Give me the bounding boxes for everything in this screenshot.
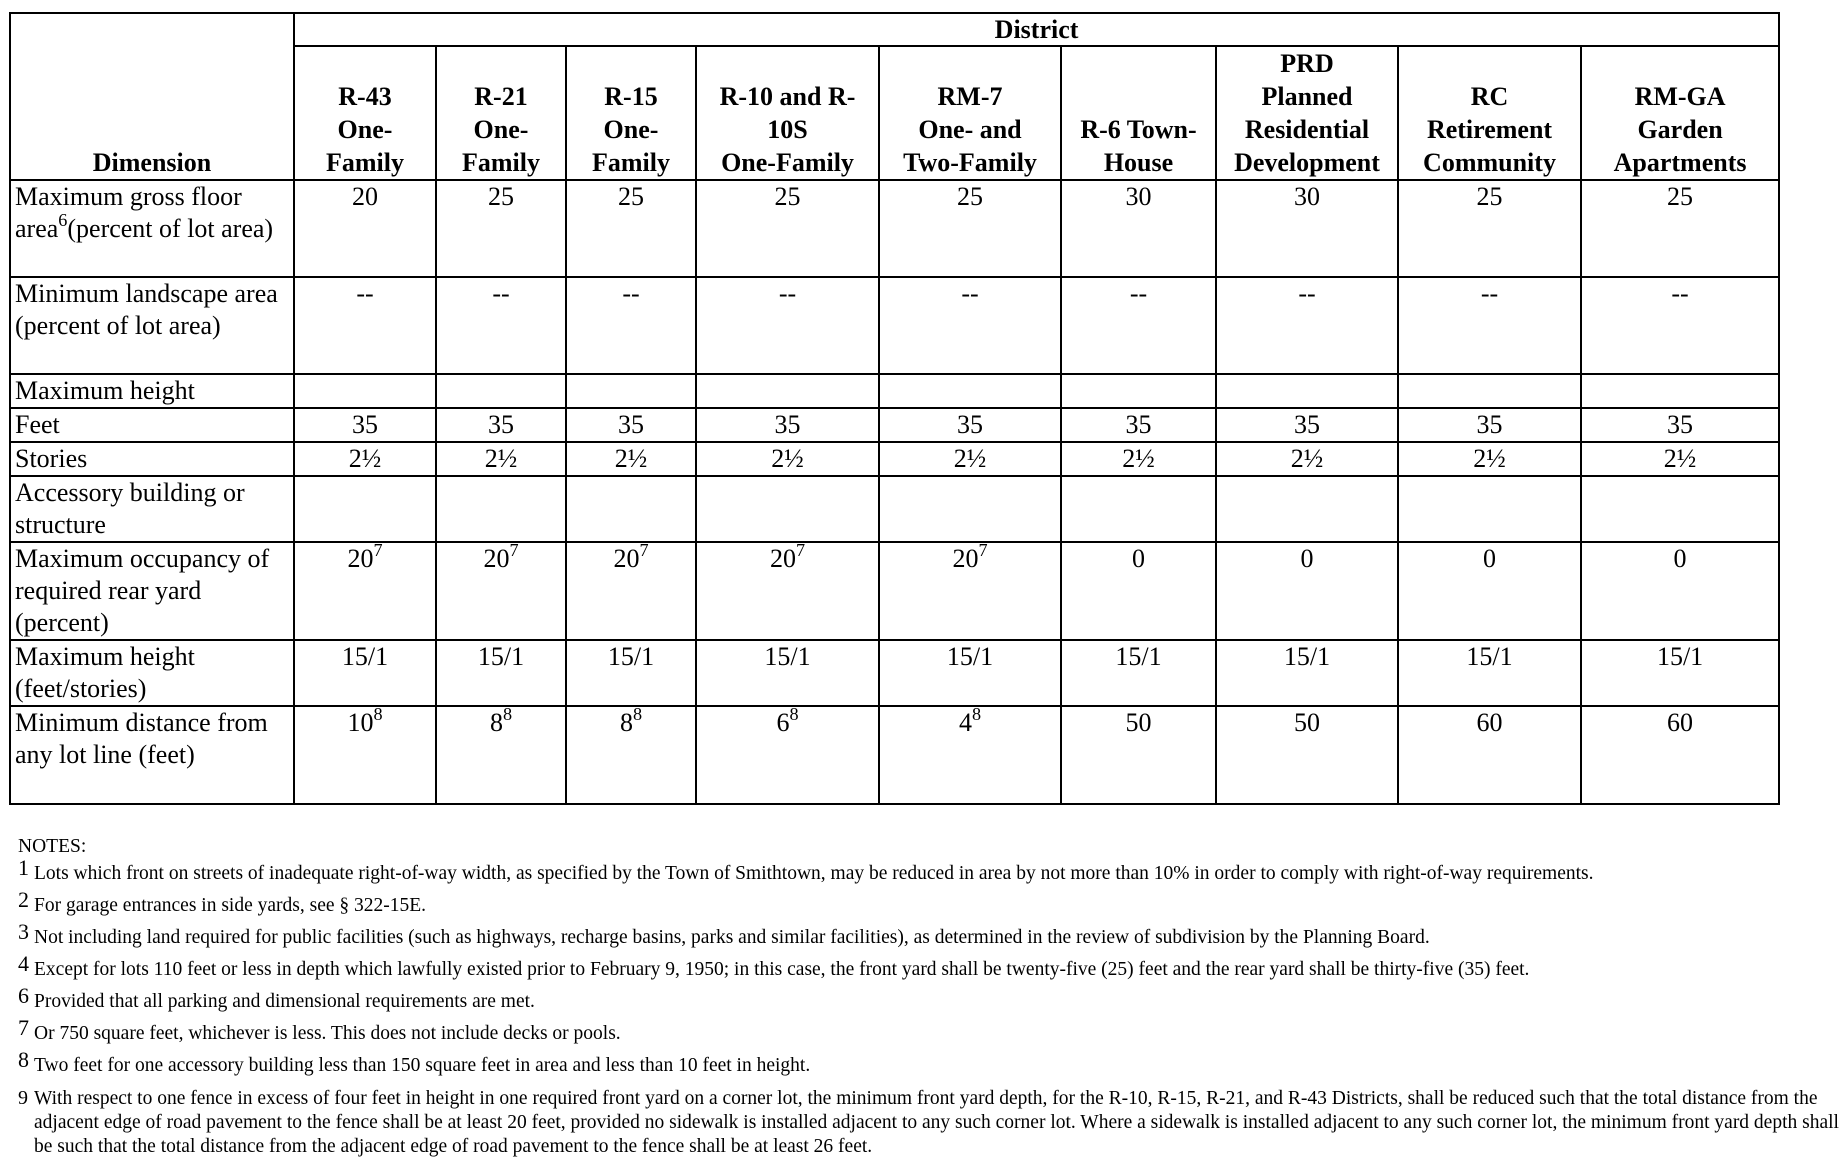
table-cell [566,374,696,408]
table-cell [1581,180,1779,277]
column-header-line: One- and [918,115,1022,144]
table-cell [1061,180,1216,277]
table-cell [1061,476,1216,542]
table-cell [696,374,879,408]
table-cell [566,442,696,476]
cell-value: 15/1 [1283,642,1331,671]
cell-value: 35 [352,410,378,439]
cell-value: 20 [352,182,378,211]
table-cell [1398,408,1581,442]
cell-value: 35 [618,410,644,439]
cell-value: -- [1129,279,1148,308]
column-header-line: R-10 and R- [719,82,856,111]
table-cell [1216,277,1398,374]
table-cell [696,408,879,442]
footnote-ref: 7 [795,539,806,560]
row-label [10,640,294,706]
table-cell [1216,180,1398,277]
cell-value: 20 [613,544,640,573]
cell-value: 2½ [484,444,518,473]
note-number: 2 [18,887,29,912]
table-row [10,476,1779,542]
cell-value: 35 [1476,410,1503,439]
table-cell [566,640,696,706]
cell-value: 4 [958,708,972,737]
table-cell [696,476,879,542]
cell-value: -- [1480,279,1499,308]
notes-section [18,836,1840,1169]
footnote-ref: 7 [373,539,383,560]
row-label-text: Stories [15,444,88,473]
table-row [10,180,1779,277]
column-header-line: Planned [1261,82,1353,111]
column-header-line: RC [1470,82,1509,111]
cell-value: 25 [488,182,514,211]
cell-value: 2½ [1290,444,1324,473]
dimensional-requirements-table [9,12,1780,805]
table-cell [879,408,1061,442]
cell-value: -- [778,279,797,308]
cell-value: 0 [1673,544,1687,573]
table-cell [566,277,696,374]
district-column-header [1581,46,1779,180]
cell-value: 2½ [1663,444,1697,473]
cell-value: 25 [618,182,644,211]
cell-value: 50 [1125,708,1152,737]
table-cell [696,277,879,374]
cell-value: 2½ [614,444,648,473]
cell-value: 35 [957,410,983,439]
table-cell [1398,442,1581,476]
column-header-line: One- [603,115,659,144]
note-text: With respect to one fence in excess of four feet in height in one required front yard on a corner lot, the minimum front yard depth, for the R-10, R-15, R-21, and R-43 Districts, shall be reduced such that the total distance from the adjacent edge of road pavement to the fence shall be at least 20 feet, provided no sidewalk is installed adjacent to any such corner lot. Where a sidewalk is installed adjacent to any such corner lot, the minimum front yard depth shall be such that the total distance from the adjacent edge of road pavement to the fence shall be at least 26 feet. [34,1088,1839,1157]
row-label [10,542,294,640]
cell-value: 20 [769,544,796,573]
table-cell [1061,277,1216,374]
column-header-line: R-15 [604,82,658,111]
row-label-text: Maximum occupancy of required rear yard (percent) [15,544,270,637]
cell-value: 35 [1294,410,1320,439]
note-text: Provided that all parking and dimensional requirements are met. [34,991,535,1012]
cell-value: 10 [347,708,374,737]
column-header-line: Two-Family [903,148,1037,177]
column-header-line: House [1103,148,1174,177]
table-cell [1398,476,1581,542]
table-cell [566,476,696,542]
cell-value: 35 [774,410,801,439]
column-header-line: Development [1234,148,1380,177]
note-text: Lots which front on streets of inadequate right-of-way width, as specified by the Town of Smithtown, may be reduced in area by not more than 10% in order to comply with right-of-way requirements. [34,863,1594,884]
cell-value: 6 [776,708,790,737]
table-cell [294,640,436,706]
table-cell [1581,374,1779,408]
table-cell [879,476,1061,542]
column-header-line: Residential [1244,115,1370,144]
cell-value: -- [1298,279,1316,308]
row-label [10,476,294,542]
table-cell [1581,476,1779,542]
note-item [18,1015,1840,1045]
note-text: For garage entrances in side yards, see § 322-15E. [34,895,427,916]
table-cell [1581,442,1779,476]
column-header-line: R-43 [338,82,392,111]
column-header-line: PRD [1280,49,1334,78]
cell-value: -- [622,279,640,308]
cell-value: 8 [489,708,503,737]
table-cell [1061,640,1216,706]
table-cell [294,374,436,408]
row-label-text: Maximum height (feet/stories) [15,642,195,703]
footnote-ref: 8 [971,703,982,724]
table-row [10,442,1779,476]
cell-value: 0 [1300,544,1314,573]
notes-title: NOTES: [18,836,87,857]
footnote-ref: 8 [632,703,643,724]
row-label [10,180,294,277]
table-cell [1061,706,1216,804]
row-label-text: Minimum distance from any lot line (feet) [15,708,268,769]
district-column-header [879,46,1061,180]
table-cell [436,476,566,542]
table-body [10,180,1779,804]
row-label-text: Maximum gross floor area [15,182,242,243]
row-label-text: Maximum height [15,376,195,405]
note-number: 7 [18,1015,29,1040]
table-cell [1398,180,1581,277]
table-cell [1581,408,1779,442]
district-header: District [294,13,1779,46]
column-header-line: R-21 [474,82,528,111]
column-header-line: 10S [767,115,808,144]
note-number: 6 [18,983,29,1008]
note-text: Not including land required for public facilities (such as highways, recharge basins, parks and similar facilities), as determined in the review of subdivision by the Planning Board. [34,927,1430,948]
table-cell [1216,542,1398,640]
table-cell [436,408,566,442]
cell-value: 2½ [1122,444,1155,473]
note-text: Except for lots 110 feet or less in depth which lawfully existed prior to February 9, 1950; in this case, the front yard shall be twenty-five (25) feet and the rear yard shall be thirty-five (35) feet. [34,959,1530,980]
district-column-header [436,46,566,180]
dimension-header: Dimension [10,13,294,180]
district-column-header [1216,46,1398,180]
cell-value: 20 [483,544,510,573]
row-label-text: Accessory building or structure [15,478,245,539]
table-cell [436,640,566,706]
table-cell [1216,442,1398,476]
table-cell [1061,442,1216,476]
district-column-header [294,46,436,180]
table-cell [436,539,566,640]
table-cell [436,374,566,408]
district-column-header [1061,46,1216,180]
cell-value: 0 [1483,544,1496,573]
cell-value: 35 [488,410,514,439]
cell-value: 60 [1476,708,1503,737]
table-cell [879,703,1061,804]
table-cell [294,442,436,476]
cell-value: -- [492,279,510,308]
cell-value: 25 [774,182,801,211]
column-header-line: Retirement [1426,115,1553,144]
cell-value: 25 [1476,182,1503,211]
cell-value: 20 [952,544,979,573]
row-label [10,374,294,408]
cell-value: 20 [347,544,374,573]
cell-value: 25 [1667,182,1694,211]
note-number: 9 [18,1087,28,1109]
table-cell [879,539,1061,640]
district-column-header [696,46,879,180]
cell-value: 25 [957,182,983,211]
note-item [18,983,1840,1013]
cell-value: 2½ [953,444,987,473]
table-cell [1581,542,1779,640]
district-column-header [566,46,696,180]
table-cell [566,180,696,277]
table-cell [1216,374,1398,408]
table-cell [879,374,1061,408]
note-item [18,1087,1840,1159]
table-cell [294,476,436,542]
cell-value: 60 [1667,708,1694,737]
column-header-line: Community [1423,148,1556,177]
table-cell [1398,374,1581,408]
cell-value: 8 [619,708,633,737]
table-cell [1581,640,1779,706]
table-cell [1398,706,1581,804]
note-item [18,855,1840,885]
table-cell [566,408,696,442]
footnote-ref: 7 [509,539,519,560]
table-cell [436,703,566,804]
table-cell [1216,640,1398,706]
table-cell [1061,408,1216,442]
note-text: Or 750 square feet, whichever is less. This does not include decks or pools. [34,1023,621,1044]
cell-value: 15/1 [607,642,655,671]
table-row [10,374,1779,408]
row-label [10,442,294,476]
table-cell [696,640,879,706]
note-item [18,1047,1840,1077]
cell-value: 35 [1667,410,1694,439]
table-cell [1061,542,1216,640]
footnote-ref: 8 [373,703,383,724]
footnote-ref: 6 [58,209,68,230]
cell-value: 15/1 [946,642,994,671]
cell-value: 2½ [1473,444,1506,473]
table-cell [1581,706,1779,804]
column-header-line: Family [462,148,540,177]
cell-value: 35 [1125,410,1152,439]
footnote-ref: 7 [639,539,649,560]
table-cell [696,442,879,476]
table-cell [566,539,696,640]
table-row [10,542,1779,640]
column-header-line: Family [592,148,670,177]
table-cell [1398,640,1581,706]
table-cell [566,703,696,804]
note-number: 1 [18,855,29,880]
row-label [10,277,294,374]
cell-value: 30 [1125,182,1152,211]
cell-value: 15/1 [341,642,389,671]
cell-value: 15/1 [764,642,811,671]
table-cell [1581,277,1779,374]
column-header-line: Garden [1637,115,1723,144]
table-cell [1216,476,1398,542]
cell-value: -- [1671,279,1689,308]
cell-value: 15/1 [1115,642,1162,671]
footnote-ref: 8 [502,703,513,724]
table-cell [879,640,1061,706]
column-header-line: RM-7 [937,82,1003,111]
table-cell [294,408,436,442]
row-label-text: Minimum landscape area (percent of lot area) [15,279,278,340]
cell-value: 0 [1132,544,1145,573]
table-cell [294,703,436,804]
column-header-line: One- [337,115,393,144]
note-item [18,919,1840,949]
cell-value: 50 [1294,708,1320,737]
table-cell [879,277,1061,374]
table-cell [879,442,1061,476]
table-cell [879,180,1061,277]
column-header-line: Apartments [1613,148,1747,177]
row-label-text: Feet [15,410,60,439]
column-header-line: One- [473,115,529,144]
column-header-line: R-6 Town- [1080,115,1197,144]
note-text: Two feet for one accessory building less than 150 square feet in area and less than 10 feet in height. [34,1055,811,1076]
table-cell [294,539,436,640]
footnote-ref: 7 [978,539,988,560]
column-header-line: One-Family [721,148,854,177]
table-cell [436,442,566,476]
table-cell [1216,408,1398,442]
table-cell [1398,542,1581,640]
column-header-line: RM-GA [1634,82,1726,111]
row-label [10,408,294,442]
table-cell [294,180,436,277]
note-item [18,951,1840,981]
table-row [10,706,1779,804]
table-cell [696,180,879,277]
table-cell [436,180,566,277]
column-header-line: Family [326,148,404,177]
table-cell [696,539,879,640]
table-cell [436,277,566,374]
note-number: 4 [18,951,29,976]
cell-value: 30 [1294,182,1320,211]
note-item [18,887,1840,917]
district-column-header [1398,46,1581,180]
note-number: 3 [18,919,29,944]
table-row [10,277,1779,374]
note-number: 8 [18,1047,29,1072]
cell-value: 2½ [348,444,382,473]
cell-value: -- [961,279,979,308]
footnote-ref: 8 [789,703,799,724]
table-row [10,408,1779,442]
table-row [10,640,1779,706]
cell-value: 2½ [771,444,804,473]
row-label [10,706,294,804]
table-cell [696,703,879,804]
table-cell [1398,277,1581,374]
cell-value: 15/1 [477,642,525,671]
cell-value: 15/1 [1656,642,1704,671]
cell-value: 15/1 [1466,642,1513,671]
table-cell [1216,706,1398,804]
notes-list [18,855,1840,1159]
table-cell [1061,374,1216,408]
row-label-text: (percent of lot area) [67,214,274,243]
table-cell [294,277,436,374]
cell-value: -- [356,279,374,308]
